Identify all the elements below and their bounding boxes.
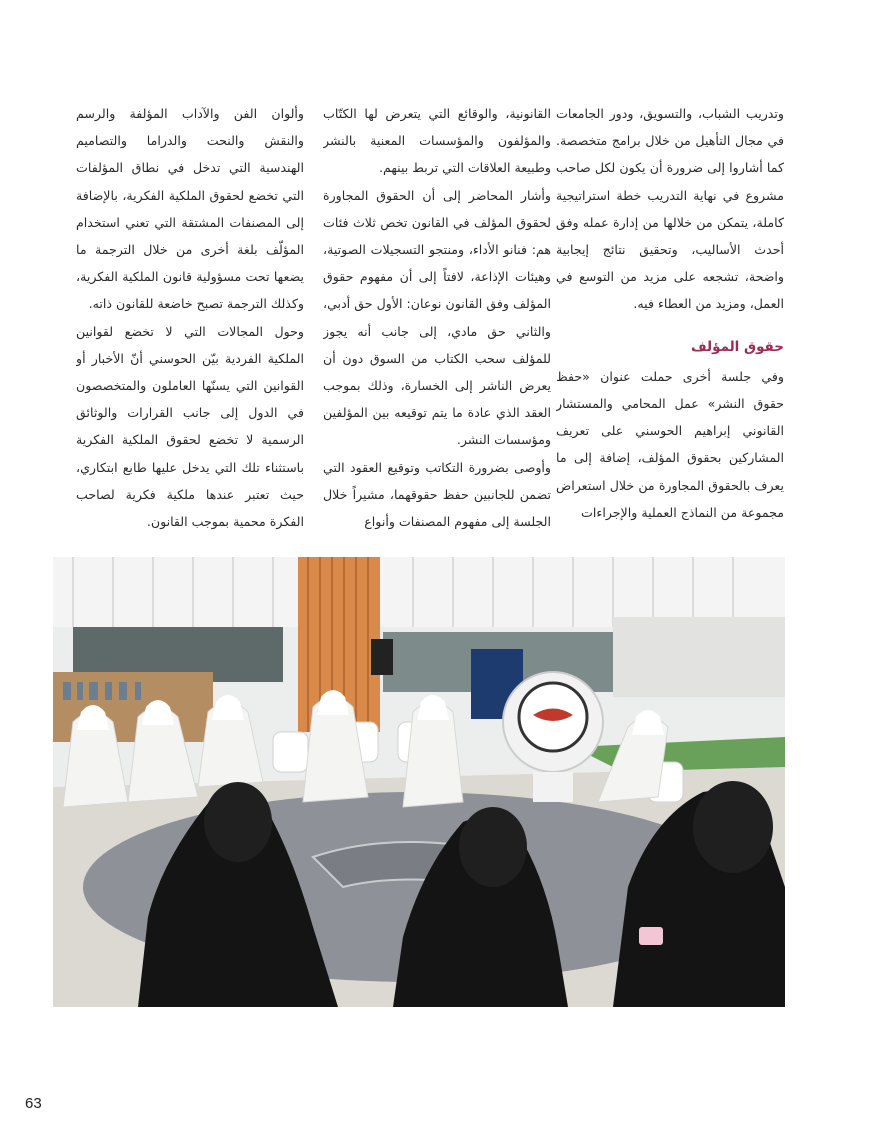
- paragraph: القانونية، والوقائع التي يتعرض لها الكتّاب والمؤلفون والمؤسسات المعنية بالنشر وطبيعة العلاقات التي تربط بينهم.: [323, 106, 551, 176]
- event-photo-illustration: [53, 557, 785, 1007]
- paragraph: وحول المجالات التي لا تخضع لقوانين الملكية الفردية بيّن الحوسني أنّ الأخبار أو القوانين التي يسنّها العاملون والمتخصصون في الدول إلى جانب القرارات والوثائق الرسمية لا تخضع لحقوق الملكية الفكرية باستثناء تلك التي يدخل عليها طابع ابتكاري، حيث تعتبر عندها ملكية فكرية لصاحب الفكرة محمية بموجب القانون.: [76, 323, 304, 530]
- paragraph: وأشار المحاضر إلى أن الحقوق المجاورة لحقوق المؤلف في القانون تخص ثلاث فئات هم: فنانو الأداء، ومنتجو التسجيلات الصوتية، وهيئات الإذاعة، لافتاً إلى أن مفهوم حقوق المؤلف وفق القانون نوعان: الأول حق أدبي، والثاني حق مادي، إلى جانب أنه يجوز للمؤلف سحب الكتاب من السوق دون أن يعرض الناشر إلى الخسارة، وذلك بموجب العقد الذي عادة ما يتم توقيعه بين المؤلفين ومؤسسات النشر.: [323, 187, 551, 448]
- page-number: 63: [25, 1095, 42, 1112]
- paragraph: وفي جلسة أخرى حملت عنوان «حفظ حقوق النشر» عمل المحامي والمستشار القانوني إبراهيم الحوسني على تعريف المشاركين بحقوق المؤلف، إضافة إلى ما يعرف بالحقوق المجاورة من خلال استعراض مجموعة من النماذج العملية والإجراءات: [556, 368, 784, 520]
- article-column-right: [556, 100, 784, 550]
- article-column-middle: [323, 100, 551, 550]
- paragraph: وألوان الفن والآداب المؤلفة والرسم والنقش والنحت والدراما والتصاميم الهندسية التي تدخل في نطاق المؤلفات التي تخضع لحقوق الملكية الفكرية، بالإضافة إلى المصنفات المشتقة التي تعني استخدام المؤلّف بلغة أخرى من خلال الترجمة ما يضعها تحت مسؤولية قانون الملكية الفكرية، وكذلك الترجمة تصبح خاضعة للقانون ذاته.: [76, 106, 304, 312]
- paragraph: وأوصى بضرورة التكاتب وتوقيع العقود التي تضمن للجانبين حفظ حقوقهما، مشيراً خلال الجلسة إلى مفهوم المصنفات وأنواع: [323, 459, 551, 530]
- article-column-left: [76, 100, 304, 550]
- paragraph: وتدريب الشباب، والتسويق، ودور الجامعات في مجال التأهيل من خلال برامج متخصصة. كما أشاروا إلى ضرورة أن يكون لكل صاحب مشروع في نهاية التدريب خطة استراتيجية كاملة، يتمكن من خلالها من إدارة عمله وفق أحدث الأساليب، وتحقيق نتائج إيجابية واضحة، تشجعه على مزيد من التوسع في العمل، ومزيد من العطاء فيه.: [556, 106, 784, 312]
- section-heading: حقوق المؤلف: [690, 338, 784, 355]
- event-photo: [53, 557, 785, 1007]
